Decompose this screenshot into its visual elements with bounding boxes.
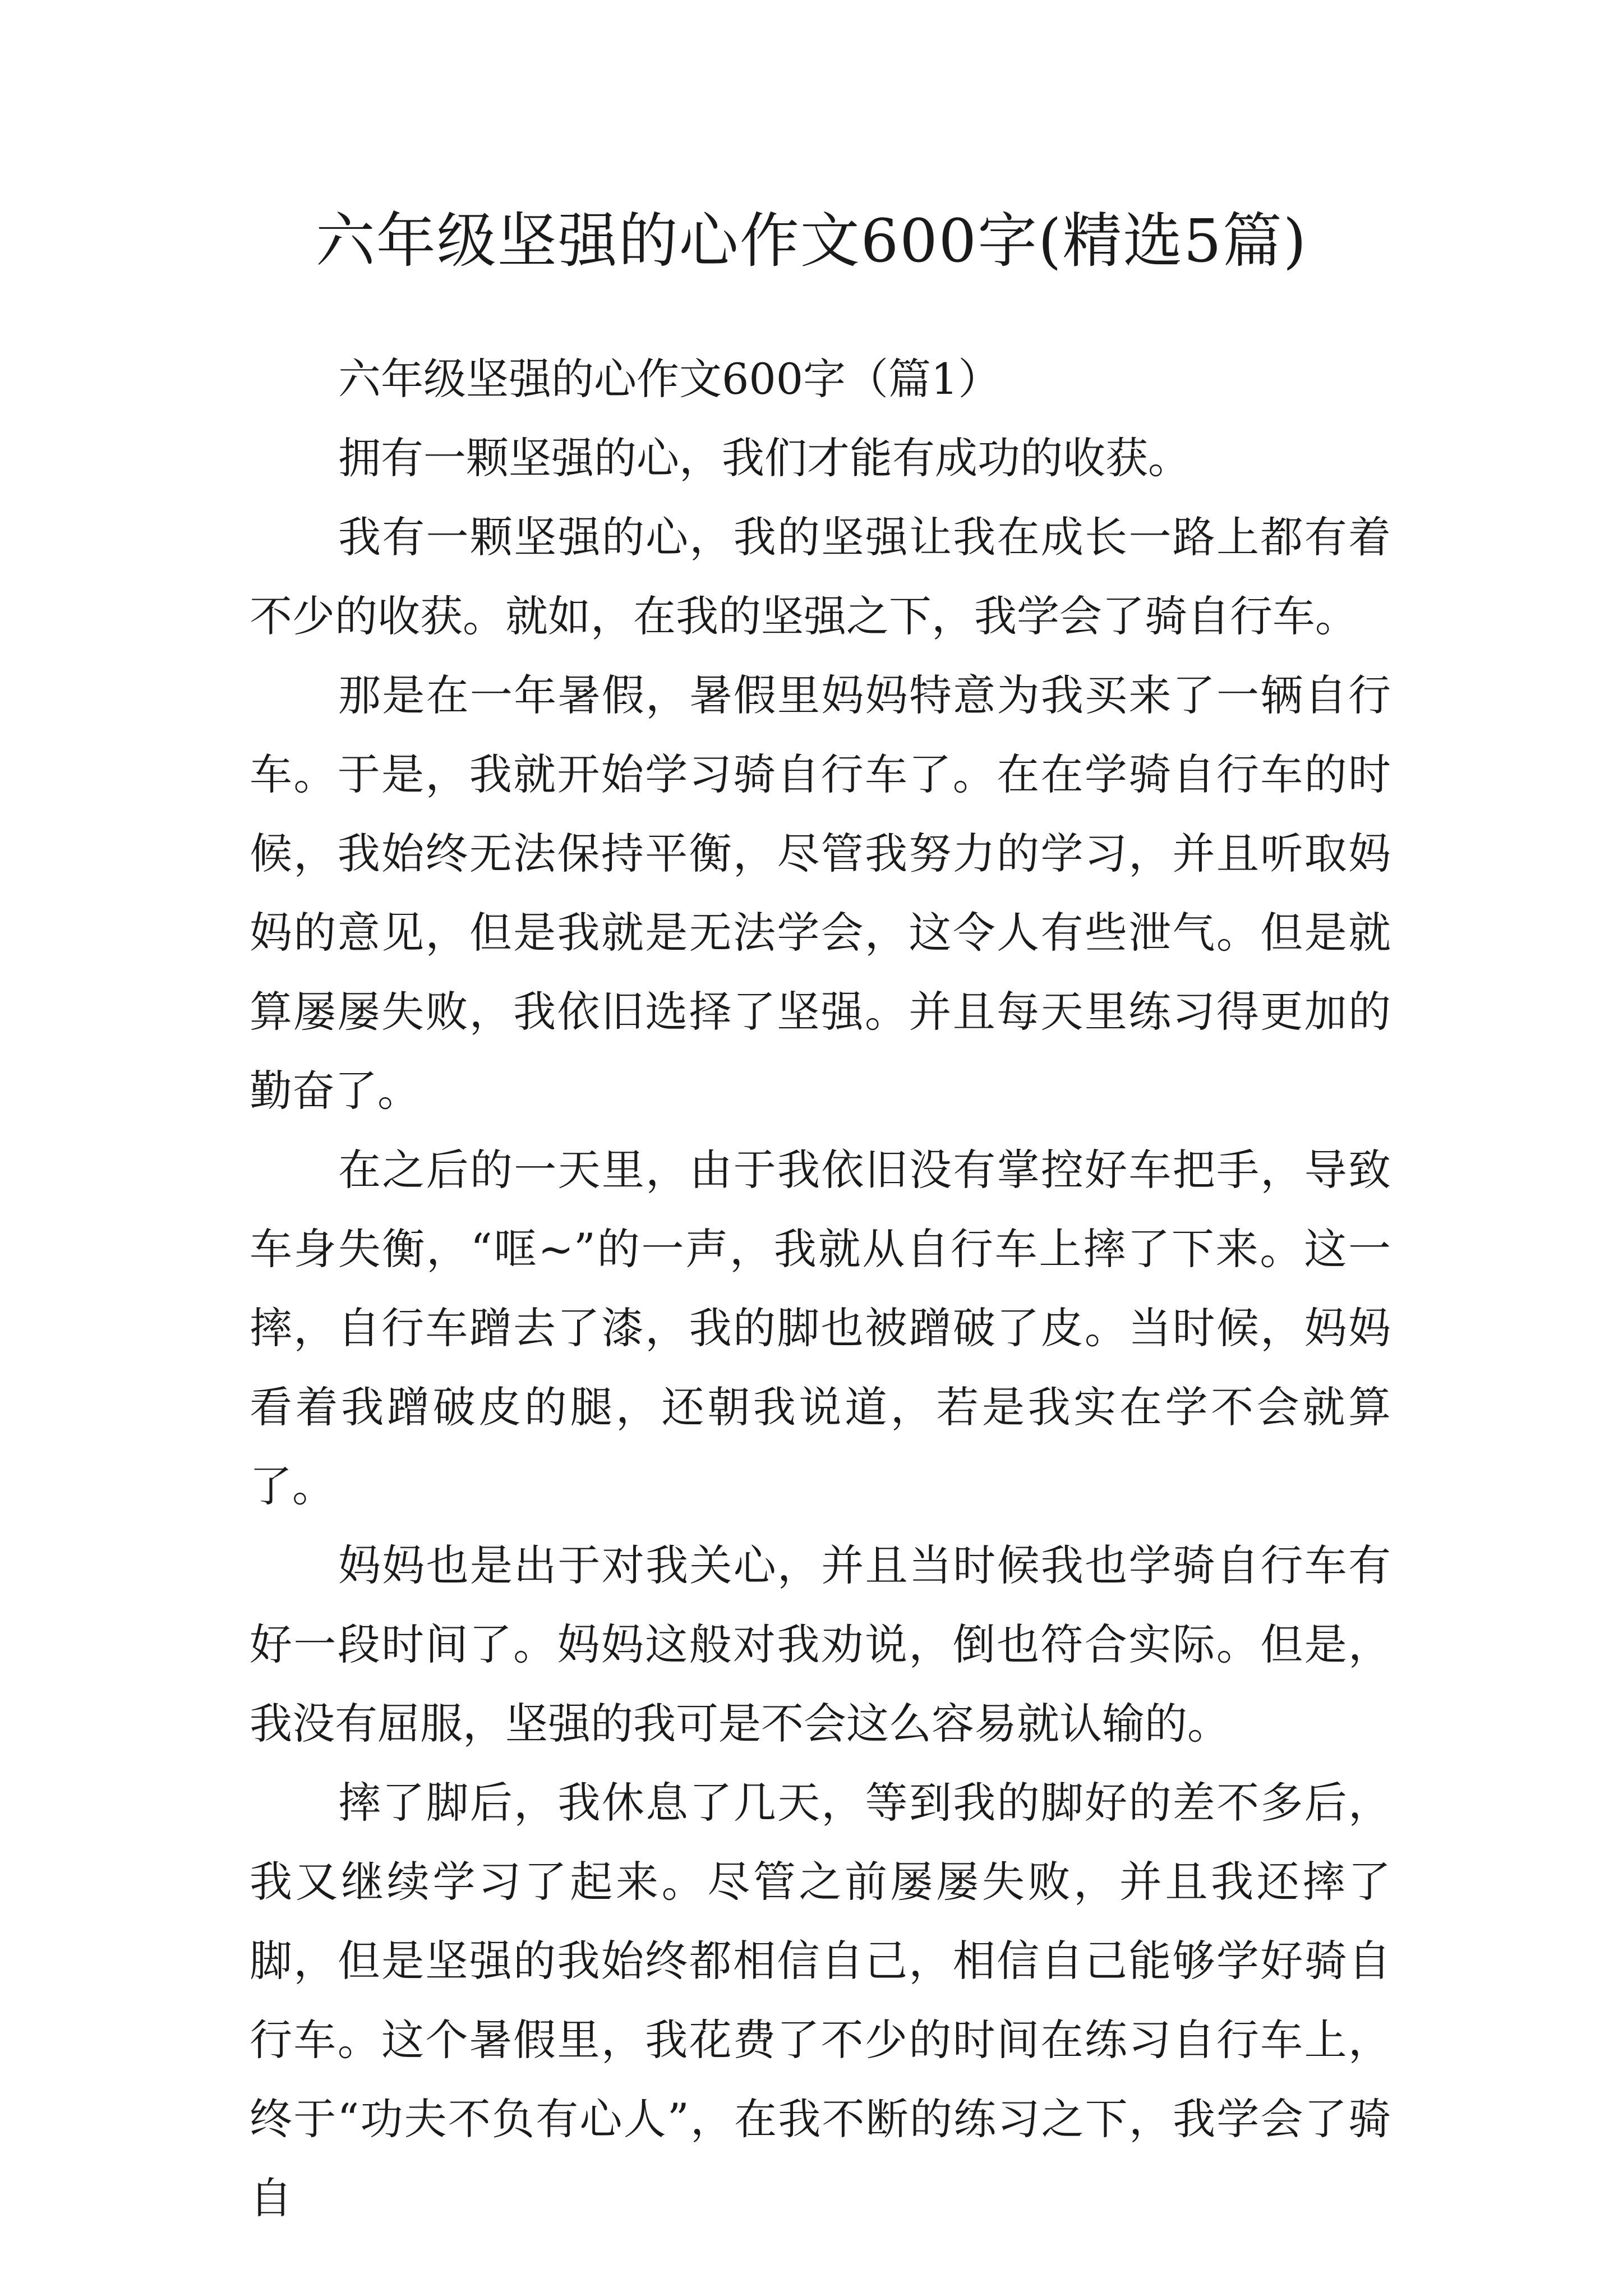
paragraph: 妈妈也是出于对我关心，并且当时候我也学骑自行车有好一段时间了。妈妈这般对我劝说，倒也符合实际。但是，我没有屈服，坚强的我可是不会这么容易就认输的。: [250, 1540, 1391, 1749]
document-title: 六年级坚强的心作文600字(精选5篇): [315, 206, 1308, 275]
paragraph: 拥有一颗坚强的心，我们才能有成功的收获。: [338, 433, 1191, 483]
paragraph: 那是在一年暑假，暑假里妈妈特意为我买来了一辆自行车。于是，我就开始学习骑自行车了。在在学骑自行车的时候，我始终无法保持平衡，尽管我努力的学习，并且听取妈妈的意见，但是我就是无法学会，这令人有些泄气。但是就算屡屡失败，我依旧选择了坚强。并且每天里练习得更加的勤奋了。: [250, 670, 1391, 1116]
document-body: [250, 339, 1391, 2238]
essay-heading: 六年级坚强的心作文600字（篇1）: [338, 354, 1001, 404]
paragraph: 我有一颗坚强的心，我的坚强让我在成长一路上都有着不少的收获。就如，在我的坚强之下，我学会了骑自行车。: [250, 512, 1391, 641]
paragraph: 在之后的一天里，由于我依旧没有掌控好车把手，导致车身失衡，“哐~”的一声，我就从自行车上摔了下来。这一摔，自行车蹭去了漆，我的脚也被蹭破了皮。当时候，妈妈看着我蹭破皮的腿，还朝我说道，若是我实在学不会就算了。: [250, 1145, 1391, 1511]
paragraph: 摔了脚后，我休息了几天，等到我的脚好的差不多后，我又继续学习了起来。尽管之前屡屡失败，并且我还摔了脚，但是坚强的我始终都相信自己，相信自己能够学好骑自行车。这个暑假里，我花费了不少的时间在练习自行车上，终于“功夫不负有心人”，在我不断的练习之下，我学会了骑自: [250, 1778, 1391, 2223]
